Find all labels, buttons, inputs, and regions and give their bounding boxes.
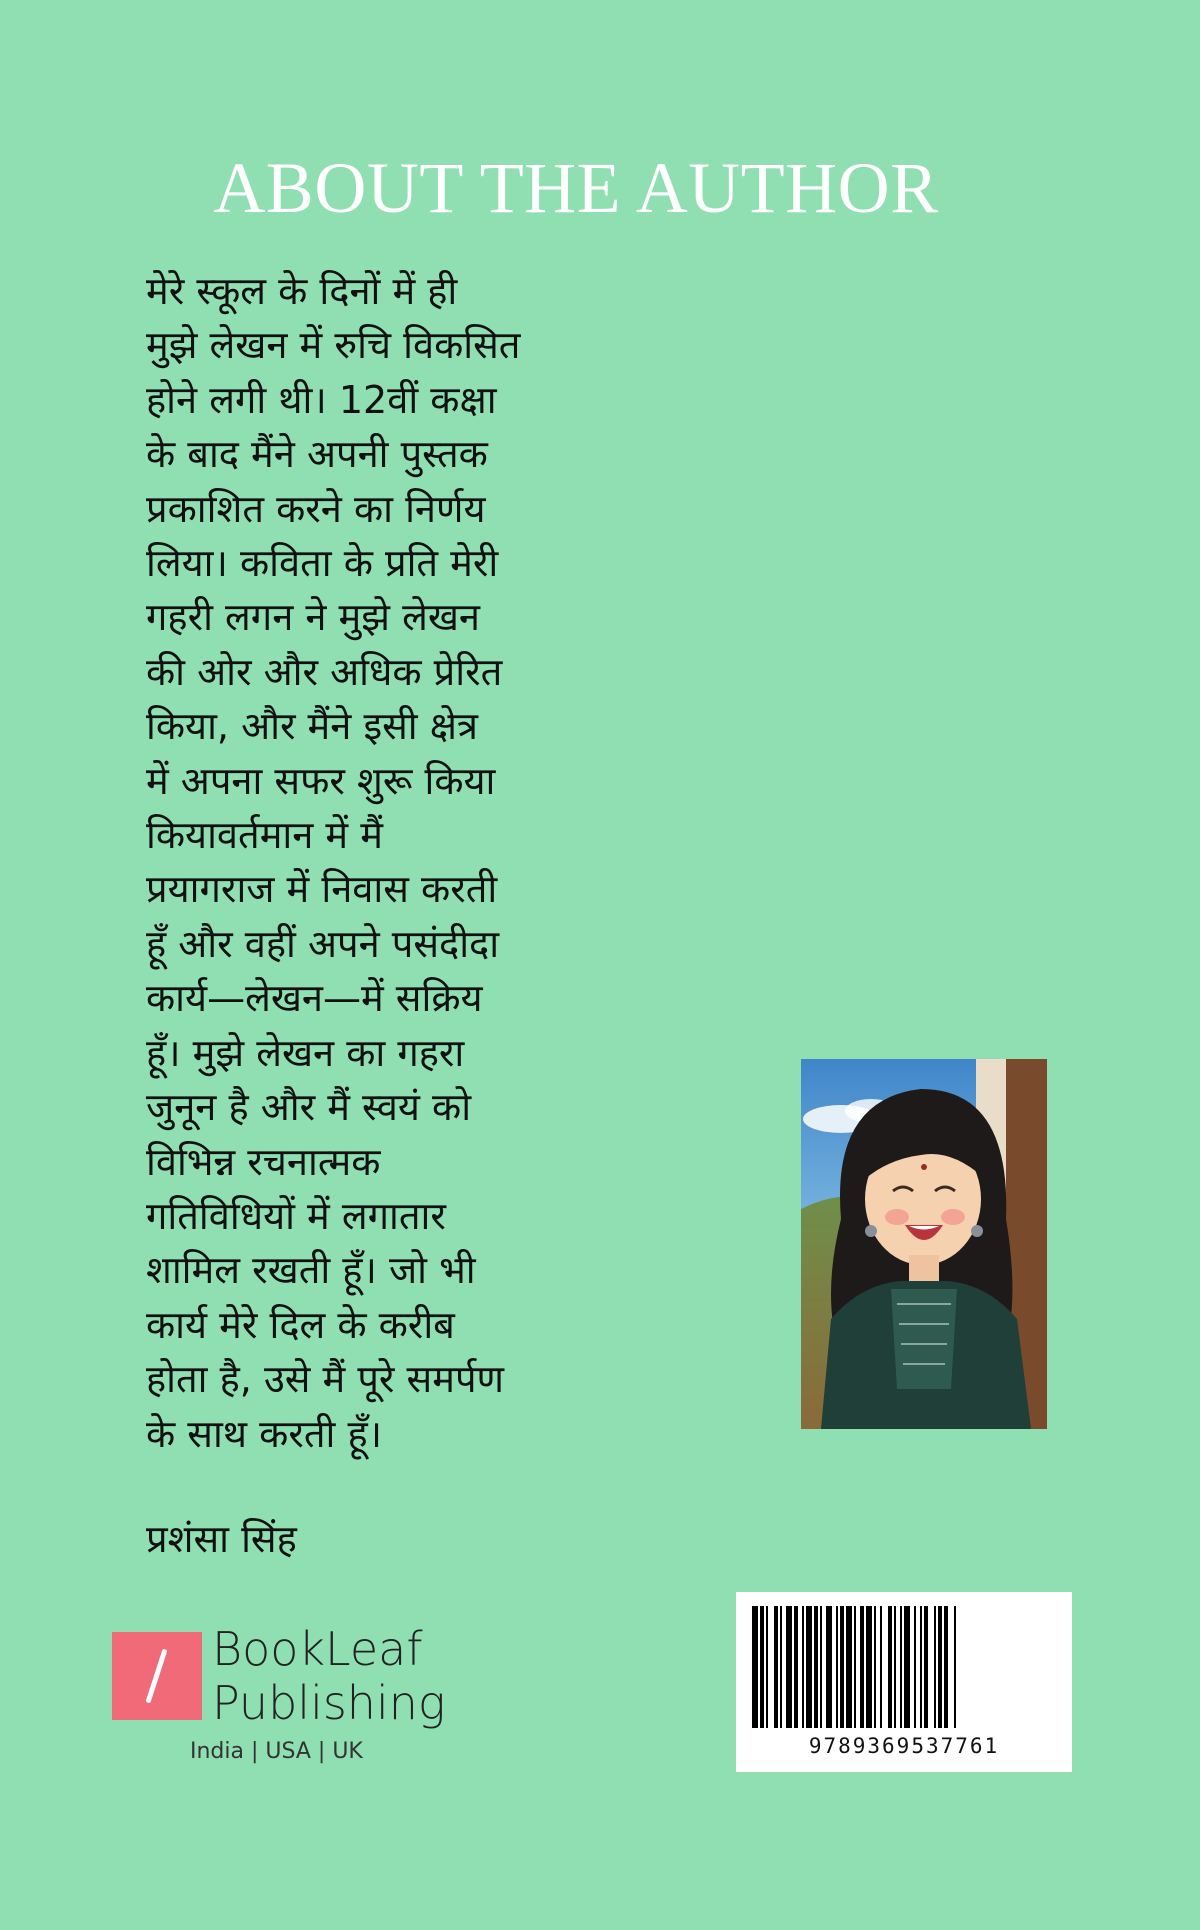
barcode-bar [860, 1606, 864, 1728]
publisher-name [212, 1622, 446, 1730]
barcode-bar [820, 1606, 822, 1728]
barcode-bar [826, 1606, 832, 1728]
bio-line: प्रकाशित करने का निर्णय [146, 486, 486, 531]
bio-line: हूँ और वहीं अपने पसंदीदा [146, 921, 500, 966]
barcode-bar [888, 1606, 892, 1728]
bio-line: कार्य—लेखन—में सक्रिय [146, 976, 483, 1021]
barcode-bar [814, 1606, 818, 1728]
barcode-bar [874, 1606, 876, 1728]
barcode-bar [752, 1606, 758, 1728]
barcode-bar [914, 1606, 916, 1728]
barcode-bar [934, 1606, 936, 1728]
barcode-bar [846, 1606, 852, 1728]
barcode-bar [854, 1606, 856, 1728]
author-name: प्रशंसा सिंह [146, 1517, 297, 1561]
publisher-regions: India | USA | UK [190, 1739, 363, 1764]
publisher-name-line1: BookLeaf [212, 1622, 423, 1676]
bio-line: जुनून है और मैं स्वयं को [146, 1085, 472, 1130]
barcode-bar [774, 1606, 778, 1728]
publisher-name-line2: Publishing [212, 1676, 446, 1730]
bio-line: किया, और मैंने इसी क्षेत्र [146, 704, 478, 749]
barcode-bar [866, 1606, 872, 1728]
barcode-bar [794, 1606, 798, 1728]
barcode-bar [780, 1606, 782, 1728]
bio-line: गहरी लगन ने मुझे लेखन [146, 595, 481, 640]
isbn-number: 9789369537761 [808, 1734, 1000, 1758]
barcode-bar [954, 1606, 956, 1728]
barcode-bar [900, 1606, 902, 1728]
barcode-bar [894, 1606, 896, 1728]
bio-line: प्रयागराज में निवास करती [146, 867, 498, 912]
bio-line: शामिल रखती हूँ। जो भी [146, 1248, 476, 1293]
slash-icon [145, 1649, 167, 1704]
bio-line: के बाद मैंने अपनी पुस्तक [146, 432, 488, 477]
barcode-bar [786, 1606, 792, 1728]
barcode-bar [880, 1606, 882, 1728]
bio-line: लिया। कविता के प्रति मेरी [146, 541, 499, 586]
barcode-bar [840, 1606, 844, 1728]
author-bio [146, 264, 616, 1461]
barcode-bar [944, 1606, 948, 1728]
bio-line: मेरे स्कूल के दिनों में ही [146, 269, 458, 313]
barcode-bar [806, 1606, 812, 1728]
bio-line: गतिविधियों में लगातार [146, 1193, 446, 1238]
barcode-bar [920, 1606, 922, 1728]
isbn-barcode [736, 1592, 1072, 1772]
bio-line: में अपना सफर शुरू किया [146, 758, 496, 803]
barcode-bar [802, 1606, 804, 1728]
bio-line: कियावर्तमान में मैं [146, 813, 383, 858]
bio-line: होता है, उसे मैं पूरे समर्पण [146, 1357, 505, 1402]
barcode-icon [750, 1606, 1058, 1732]
bio-line: की ओर और अधिक प्रेरित [146, 649, 503, 694]
bio-line: मुझे लेखन में रुचि विकसित [146, 323, 521, 368]
author-portrait [801, 1059, 1047, 1429]
barcode-bar [760, 1606, 764, 1728]
barcode-bar [904, 1606, 910, 1728]
barcode-bar [938, 1606, 942, 1728]
page-title: ABOUT THE AUTHOR [213, 148, 939, 228]
barcode-bar [836, 1606, 838, 1728]
barcode-bar [924, 1606, 928, 1728]
bio-line: होने लगी थी। 12वीं कक्षा [146, 377, 497, 422]
bio-line: विभिन्न रचनात्मक [146, 1139, 381, 1184]
bio-line: हूँ। मुझे लेखन का गहरा [146, 1030, 465, 1075]
bio-line: कार्य मेरे दिल के करीब [146, 1302, 455, 1347]
barcode-bar [766, 1606, 768, 1728]
bio-line: के साथ करती हूँ। [146, 1411, 383, 1456]
publisher-logo-mark [112, 1632, 202, 1720]
